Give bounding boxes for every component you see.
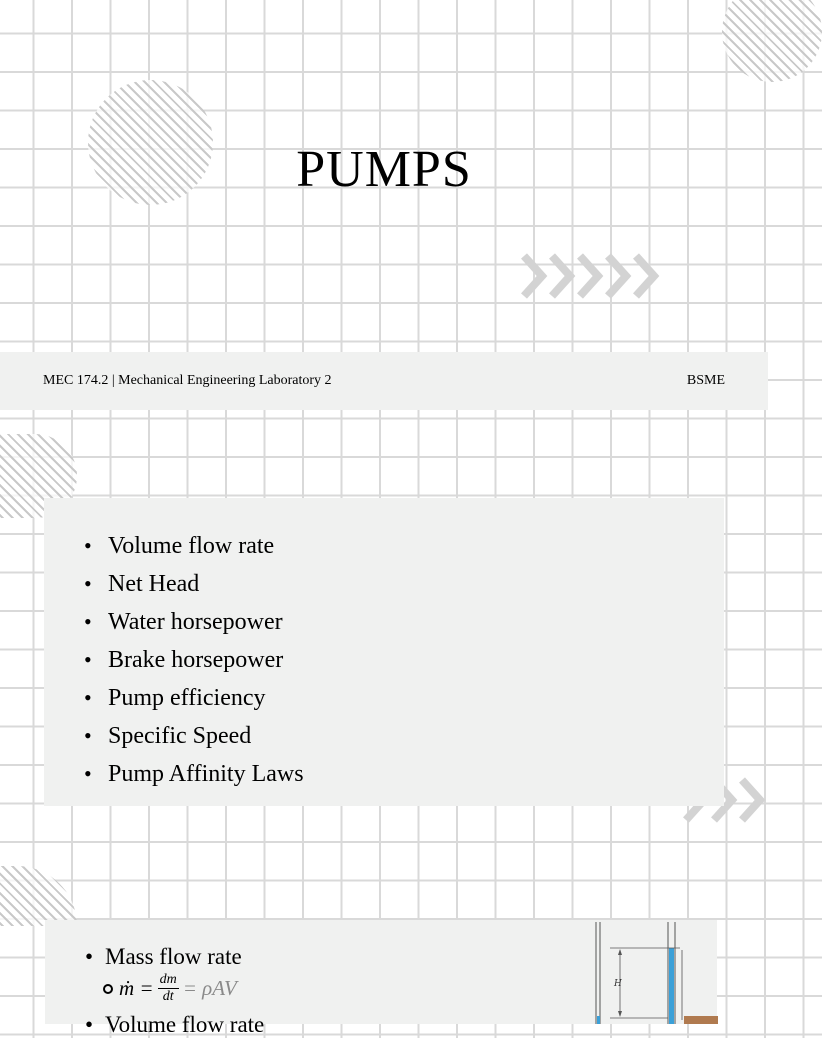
striped-circle-decoration-top-right [722, 0, 822, 82]
striped-circle-decoration-left-lower [0, 866, 77, 926]
formula-numerator: dm [159, 972, 177, 987]
list-item: • Net Head [84, 569, 724, 607]
formula-rhs: = ρAV [182, 976, 237, 1000]
list-item: • Water horsepower [84, 607, 724, 645]
formula-lhs: ṁ = [119, 976, 154, 1000]
slide-title: PUMPS [296, 141, 472, 198]
topics-panel [44, 498, 724, 806]
formula-denominator: dt [162, 989, 174, 1004]
list-item: • Pump Affinity Laws [84, 759, 724, 797]
sub-bullet-icon [103, 984, 113, 994]
mass-flow-formula [103, 972, 237, 1005]
list-item: • Pump efficiency [84, 683, 724, 721]
course-label: MEC 174.2 | Mechanical Engineering Laboratory 2 [43, 373, 332, 388]
flow-rate-panel [45, 920, 717, 1037]
list-item: • Brake horsepower [84, 645, 724, 683]
topics-list [44, 498, 724, 797]
program-label: BSME [686, 373, 725, 388]
list-item-mass-flow: • Mass flow rate [85, 944, 242, 970]
manometer-diagram [588, 920, 718, 1024]
diagram-height-label: H [614, 979, 622, 989]
slide-footer [0, 352, 768, 410]
list-item: • Volume flow rate [84, 531, 724, 569]
list-item-volume-flow: • Volume flow rate [85, 1012, 264, 1038]
chevrons-decoration [518, 252, 666, 300]
list-item: • Specific Speed [84, 721, 724, 759]
formula-fraction [158, 972, 179, 1005]
